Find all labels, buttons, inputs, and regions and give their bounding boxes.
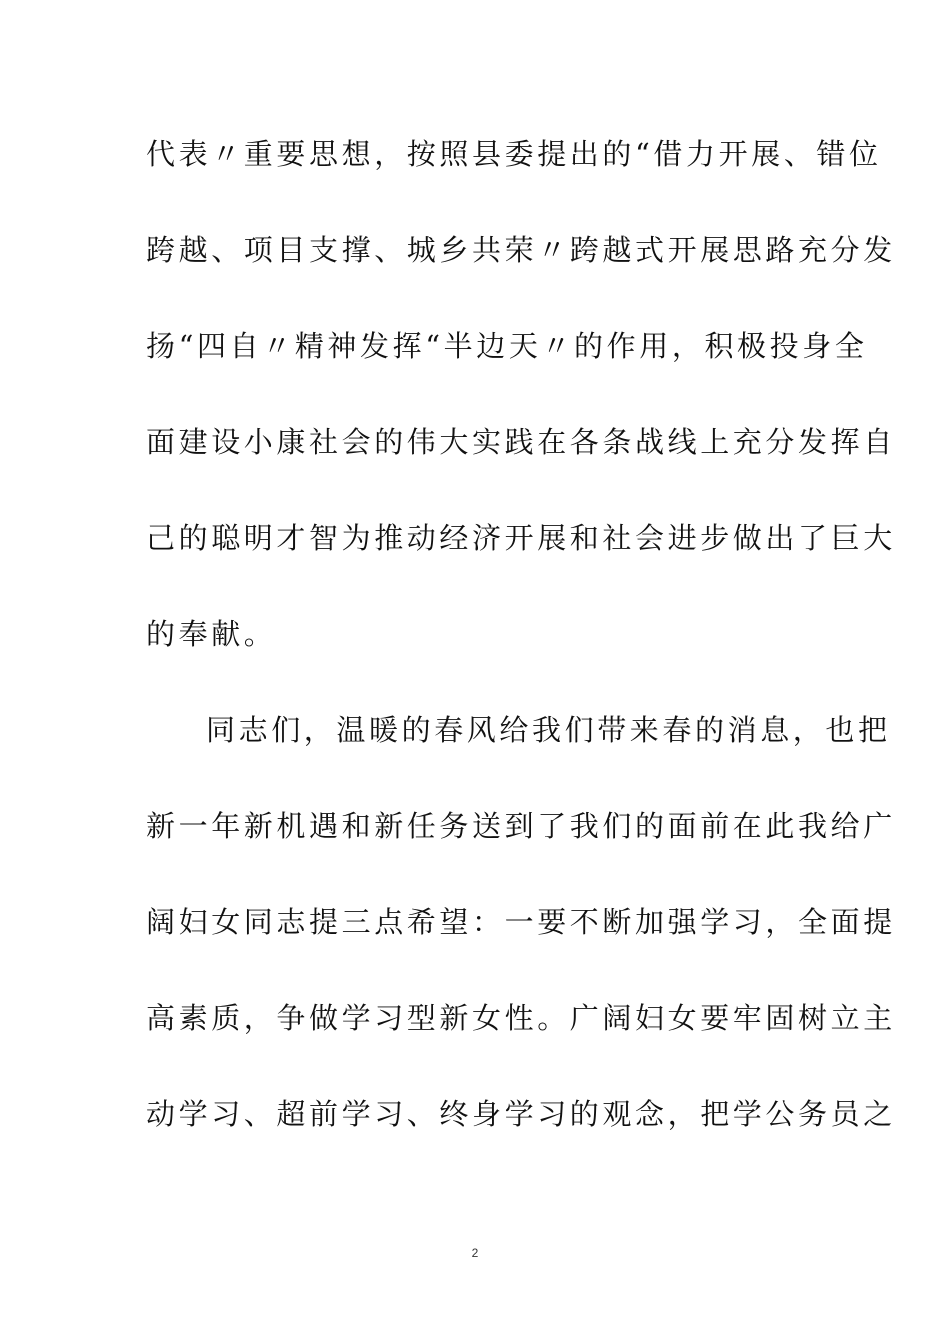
text-line: 阔妇女同志提三点希望：一要不断加强学习，全面提 <box>146 905 896 939</box>
paragraph-first-line: 同志们，温暖的春风给我们带来春的消息，也把 <box>206 713 891 747</box>
text-line: 己的聪明才智为推动经济开展和社会进步做出了巨大 <box>146 521 896 555</box>
text-line: 跨越、项目支撑、城乡共荣〃跨越式开展思路充分发 <box>146 233 896 267</box>
text-line: 代表〃重要思想，按照县委提出的“借力开展、错位 <box>146 137 882 171</box>
text-line: 动学习、超前学习、终身学习的观念，把学公务员之 <box>146 1097 896 1131</box>
text-line: 高素质，争做学习型新女性。广阔妇女要牢固树立主 <box>146 1001 896 1035</box>
text-line: 的奉献。 <box>146 617 277 651</box>
text-line: 扬“四自〃精神发挥“半边天〃的作用，积极投身全 <box>146 329 868 363</box>
text-line: 新一年新机遇和新任务送到了我们的面前在此我给广 <box>146 809 896 843</box>
page-number: 2 <box>471 1246 479 1260</box>
text-line: 面建设小康社会的伟大实践在各条战线上充分发挥自 <box>146 425 896 459</box>
document-body <box>146 128 896 1184</box>
